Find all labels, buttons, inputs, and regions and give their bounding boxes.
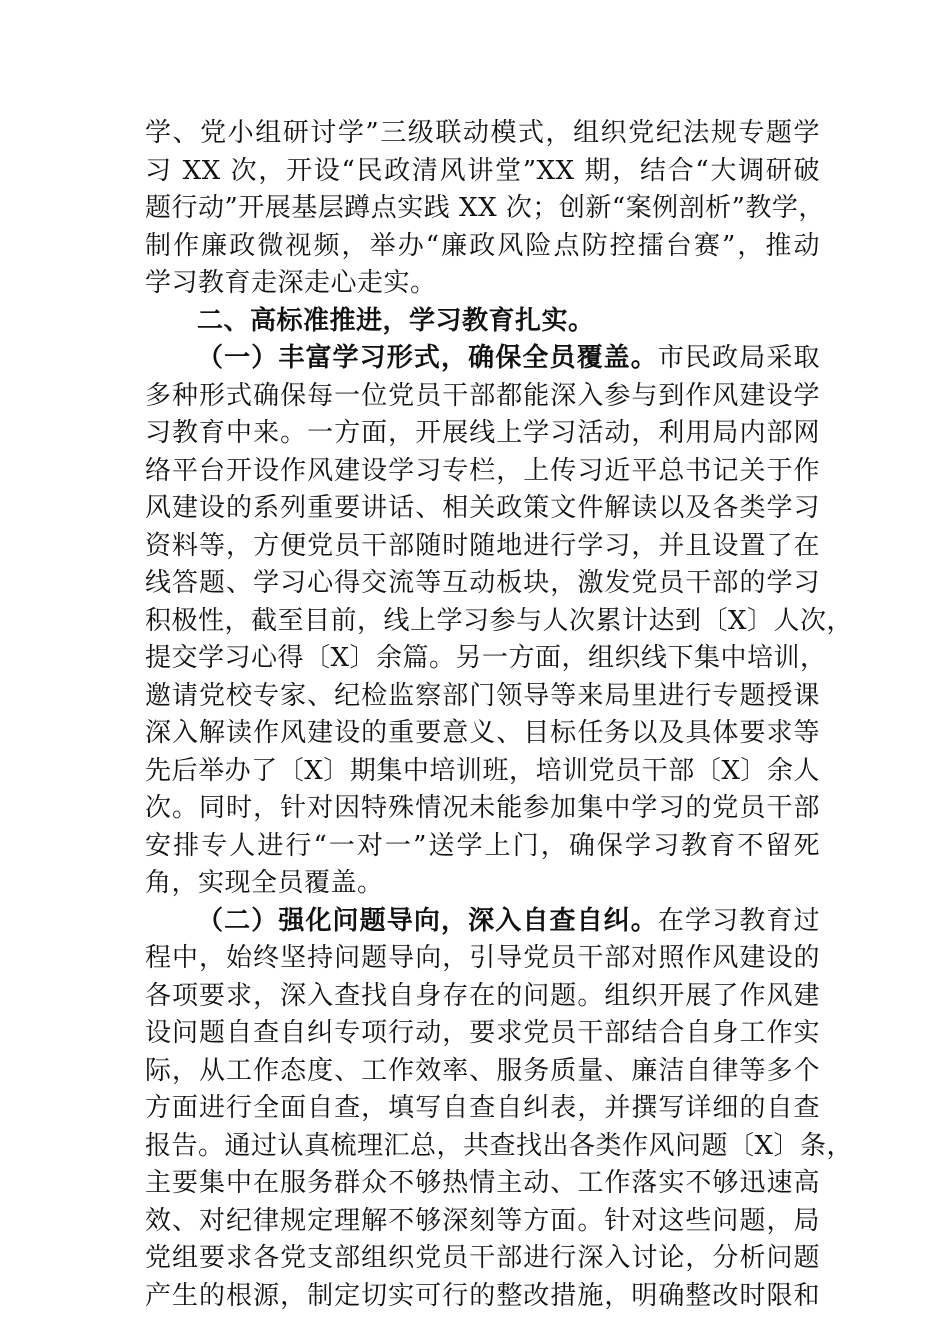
- body-line: [145, 678, 820, 716]
- line-text: 效、对纪律规定理解不够深刻等方面。针对这些问题，局: [145, 1205, 820, 1236]
- body-line: [145, 415, 820, 453]
- body-line: [145, 603, 854, 641]
- body-line: [145, 828, 820, 866]
- body-line: [145, 790, 820, 828]
- body-line: [145, 1240, 820, 1278]
- line-text: 在学习教育过: [657, 905, 820, 936]
- body-line: [145, 715, 820, 753]
- body-line: [145, 115, 820, 153]
- line-text: 二、高标准推进，学习教育扎实。: [197, 305, 595, 336]
- line-text: 风建设的系列重要讲话、相关政策文件解读以及各类学习: [145, 493, 820, 523]
- body-line: [145, 340, 820, 378]
- line-text: 程中，始终坚持问题导向，引导党员干部对照作风建设的: [145, 943, 820, 973]
- line-text: 党组要求各党支部组织党员干部进行深入讨论，分析问题: [145, 1243, 820, 1273]
- body-line: [145, 490, 820, 528]
- body-line: [145, 753, 820, 791]
- line-text: 多种形式确保每一位党员干部都能深入参与到作风建设学: [145, 380, 820, 411]
- line-text: 制作廉政微视频，举办“廉政风险点防控擂台赛”，推动: [145, 230, 820, 261]
- line-text: 主要集中在服务群众不够热情主动、工作落实不够迅速高: [145, 1168, 820, 1198]
- line-text: 际，从工作态度、工作效率、服务质量、廉洁自律等多个: [145, 1055, 820, 1086]
- body-line: [145, 1015, 820, 1053]
- body-line: [145, 865, 820, 903]
- body-line: [145, 565, 820, 603]
- subsection-heading: （二）强化问题导向，深入自查自纠。: [197, 905, 658, 936]
- body-line: [145, 1090, 820, 1128]
- body-line: [145, 378, 820, 416]
- body-line: [145, 1053, 820, 1091]
- line-text: 资料等，方便党员干部随时随地进行学习，并且设置了在: [145, 530, 820, 561]
- body-line: [145, 190, 825, 228]
- line-text: 络平台开设作风建设学习专栏，上传习近平总书记关于作: [145, 455, 820, 486]
- line-text: 积极性，截至目前，线上学习参与人次累计达到〔X〕人次，: [145, 605, 854, 636]
- body-line: [145, 1128, 854, 1166]
- line-text: 先后举办了〔X〕期集中培训班，培训党员干部〔X〕余人: [145, 755, 820, 786]
- body-line: [145, 153, 820, 191]
- line-text: 提交学习心得〔X〕余篇。另一方面，组织线下集中培训，: [145, 643, 827, 673]
- line-text: 邀请党校专家、纪检监察部门领导等来局里进行专题授课: [145, 680, 820, 711]
- line-text: 题行动”开展基层蹲点实践 XX 次；创新“案例剖析”教学，: [145, 193, 825, 223]
- body-line: [145, 528, 820, 566]
- body-line: [145, 1278, 820, 1316]
- body-line: [145, 903, 820, 941]
- line-text: 方面进行全面自查，填写自查自纠表，并撰写详细的自查: [145, 1093, 820, 1123]
- body-line: [145, 265, 820, 303]
- body-line: [145, 1165, 820, 1203]
- line-text: 产生的根源，制定切实可行的整改措施，明确整改时限和: [145, 1280, 820, 1311]
- body-line: [145, 978, 820, 1016]
- line-text: 市民政局采取: [657, 343, 820, 373]
- line-text: 学习教育走深走心走实。: [145, 268, 437, 298]
- line-text: 各项要求，深入查找自身存在的问题。组织开展了作风建: [145, 980, 820, 1011]
- line-text: 深入解读作风建设的重要意义、目标任务以及具体要求等: [145, 718, 820, 748]
- body-line: [145, 228, 820, 266]
- line-text: 习 XX 次，开设“民政清风讲堂”XX 期，结合“大调研破: [145, 155, 820, 186]
- line-text: 线答题、学习心得交流等互动板块，激发党员干部的学习: [145, 568, 820, 598]
- line-text: 安排专人进行“一对一”送学上门，确保学习教育不留死: [145, 830, 820, 861]
- line-text: 习教育中来。一方面，开展线上学习活动，利用局内部网: [145, 418, 820, 448]
- section-heading: [145, 303, 820, 341]
- subsection-heading: （一）丰富学习形式，确保全员覆盖。: [197, 343, 658, 373]
- body-line: [145, 1203, 820, 1241]
- document-body: [145, 115, 854, 1315]
- line-text: 设问题自查自纠专项行动，要求党员干部结合自身工作实: [145, 1018, 820, 1048]
- line-text: 报告。通过认真梳理汇总，共查找出各类作风问题〔X〕条，: [145, 1130, 854, 1161]
- body-line: [145, 940, 820, 978]
- body-line: [145, 640, 827, 678]
- line-text: 次。同时，针对因特殊情况未能参加集中学习的党员干部: [145, 793, 820, 823]
- line-text: 学、党小组研讨学”三级联动模式，组织党纪法规专题学: [145, 118, 820, 148]
- body-line: [145, 453, 820, 491]
- line-text: 角，实现全员覆盖。: [145, 868, 384, 898]
